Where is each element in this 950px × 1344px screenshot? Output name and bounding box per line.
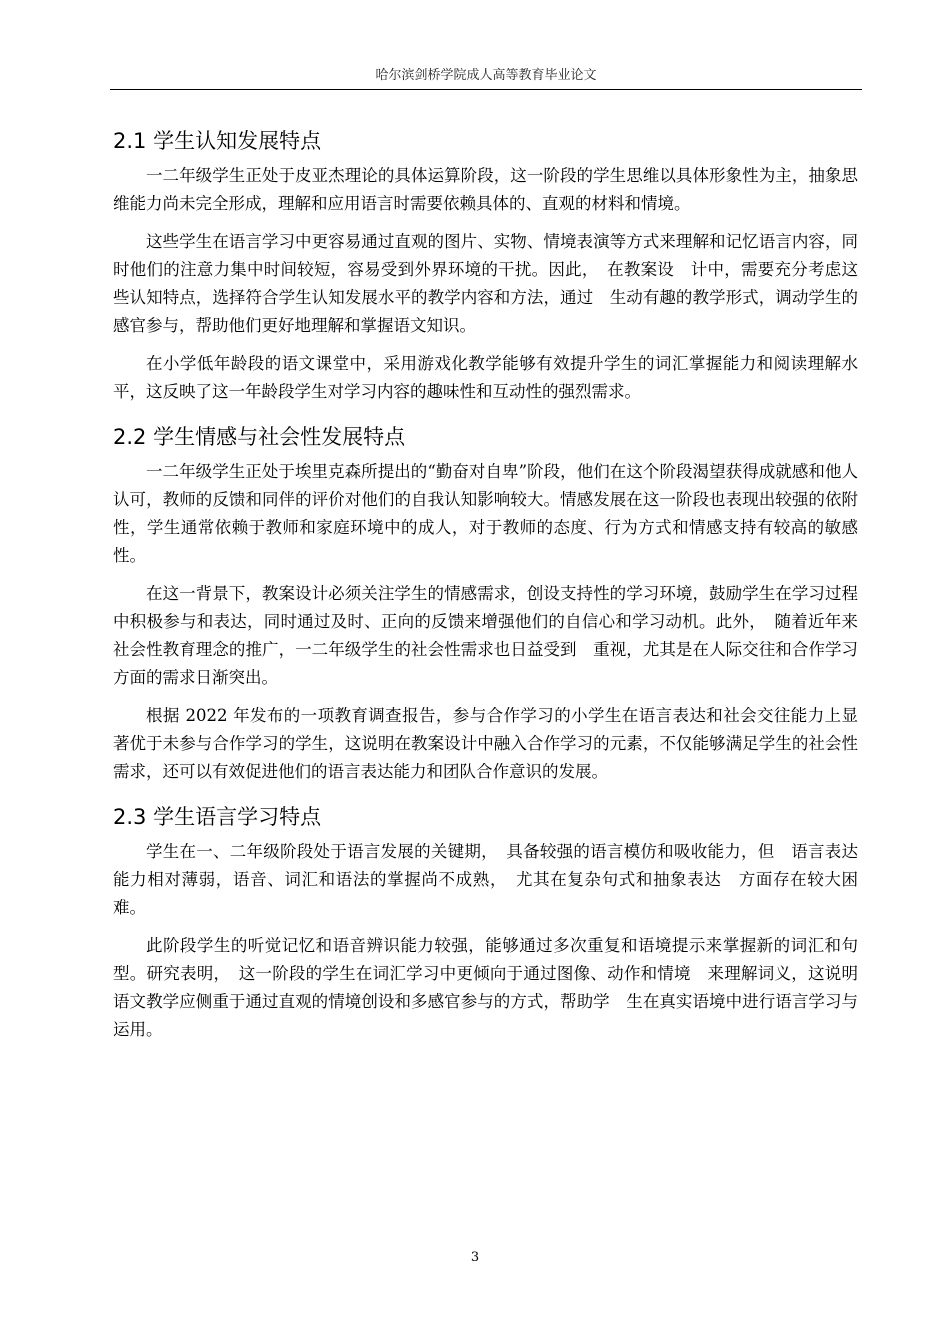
- paragraph: 此阶段学生的听觉记忆和语音辨识能力较强，能够通过多次重复和语境提示来掌握新的词汇和句型。研究表明， 这一阶段的学生在词汇学习中更倾向于通过图像、动作和情境 来理解词义，这说明语文教学应侧重于通过直观的情境创设和多感官参与的方式，帮助学 生在真实语境中进行语言学习与运用。: [113, 936, 858, 1039]
- paragraph: 一二年级学生正处于皮亚杰理论的具体运算阶段，这一阶段的学生思维以具体形象性为主，抽象思维能力尚未完全形成，理解和应用语言时需要依赖具体的、直观的材料和情境。: [113, 166, 858, 213]
- paragraph: 学生在一、二年级阶段处于语言发展的关键期， 具备较强的语言模仿和吸收能力，但 语言表达能力相对薄弱，语音、词汇和语法的掌握尚不成熟， 尤其在复杂句式和抽象表达 方面存在较大困难。: [113, 842, 858, 917]
- section-heading-2-3: 2.3 学生语言学习特点: [113, 805, 322, 829]
- section-heading-2-2: 2.2 学生情感与社会性发展特点: [113, 425, 406, 449]
- paragraph: 这些学生在语言学习中更容易通过直观的图片、实物、情境表演等方式来理解和记忆语言内容，同时他们的注意力集中时间较短，容易受到外界环境的干扰。因此， 在教案设 计中，需要充分考虑这些认知特点，选择符合学生认知发展水平的教学内容和方法，通过 生动有趣的教学形式，调动学生的感官参与，帮助他们更好地理解和掌握语文知识。: [113, 232, 858, 335]
- document-body: [113, 120, 858, 1054]
- paragraph: 根据 2022 年发布的一项教育调查报告，参与合作学习的小学生在语言表达和社会交往能力上显著优于未参与合作学习的学生，这说明在教案设计中融入合作学习的元素，不仅能够满足学生的社会性需求，还可以有效促进他们的语言表达能力和团队合作意识的发展。: [113, 706, 858, 781]
- paragraph: 在这一背景下，教案设计必须关注学生的情感需求，创设支持性的学习环境，鼓励学生在学习过程中积极参与和表达，同时通过及时、正向的反馈来增强他们的自信心和学习动机。此外， 随着近年来社会性教育理念的推广，一二年级学生的社会性需求也日益受到 重视，尤其是在人际交往和合作学习方面的需求日渐突出。: [113, 584, 858, 687]
- paragraph: 一二年级学生正处于埃里克森所提出的“勤奋对自卑”阶段，他们在这个阶段渴望获得成就感和他人认可，教师的反馈和同伴的评价对他们的自我认知影响较大。情感发展在这一阶段也表现出较强的依附性，学生通常依赖于教师和家庭环境中的成人，对于教师的态度、行为方式和情感支持有较高的敏感性。: [113, 462, 858, 565]
- section-heading-2-1: 2.1 学生认知发展特点: [113, 129, 322, 153]
- paragraph: 在小学低年龄段的语文课堂中，采用游戏化教学能够有效提升学生的词汇掌握能力和阅读理解水平，这反映了这一年龄段学生对学习内容的趣味性和互动性的强烈需求。: [113, 354, 858, 401]
- page-number: 3: [470, 1250, 480, 1265]
- page-header: 哈尔滨剑桥学院成人高等教育毕业论文: [110, 66, 862, 90]
